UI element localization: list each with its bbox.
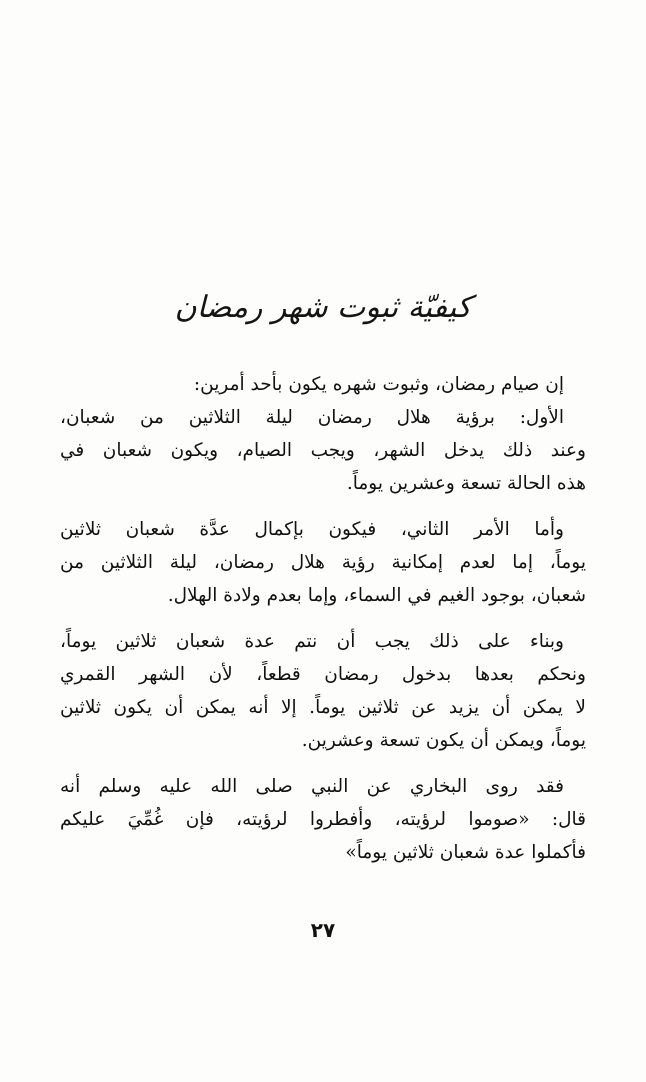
text-line: ونحكم بعدها بدخول رمضان قطعاً، لأن الشهر القمري <box>60 664 586 685</box>
text-line: قال: «صوموا لرؤيته، وأفطروا لرؤيته، فإن غُمِّيَ عليكم <box>60 809 586 830</box>
body-text <box>60 368 586 869</box>
text-line: هذه الحالة تسعة وعشرين يوماً. <box>346 473 586 494</box>
paragraph-intro <box>60 368 586 401</box>
text-line: وأما الأمر الثاني، فيكون بإكمال عدَّة شعبان ثلاثين <box>60 519 564 540</box>
text-line: فقد روى البخاري عن النبي صلى الله عليه وسلم أنه <box>60 776 564 797</box>
text-line: فأكملوا عدة شعبان ثلاثين يوماً» <box>345 842 586 863</box>
paragraph-conclusion <box>60 625 586 757</box>
paragraph-second-method <box>60 513 586 612</box>
text-line: وبناء على ذلك يجب أن نتم عدة شعبان ثلاثين يوماً، <box>60 631 564 652</box>
text-line: شعبان، بوجود الغيم في السماء، وإما بعدم ولادة الهلال. <box>167 585 586 606</box>
text-line: إن صيام رمضان، وثبوت شهره يكون بأحد أمرين: <box>193 374 564 395</box>
text-line: وعند ذلك يدخل الشهر، ويجب الصيام، ويكون شعبان في <box>60 440 586 461</box>
text-line: يوماً، إما لعدم إمكانية رؤية هلال رمضان، ليلة الثلاثين من <box>60 552 586 573</box>
page-number: ٢٧ <box>310 918 336 942</box>
text-line: لا يمكن أن يزيد عن ثلاثين يوماً. إلا أنه يمكن أن يكون ثلاثين <box>60 697 586 718</box>
text-line: الأول: برؤية هلال رمضان ليلة الثلاثين من شعبان، <box>60 407 564 428</box>
text-line: يوماً، ويمكن أن يكون تسعة وعشرين. <box>301 730 586 751</box>
paragraph-hadith <box>60 770 586 869</box>
chapter-title: كيفيّة ثبوت شهر رمضان <box>174 290 472 325</box>
paragraph-first-method <box>60 401 586 500</box>
